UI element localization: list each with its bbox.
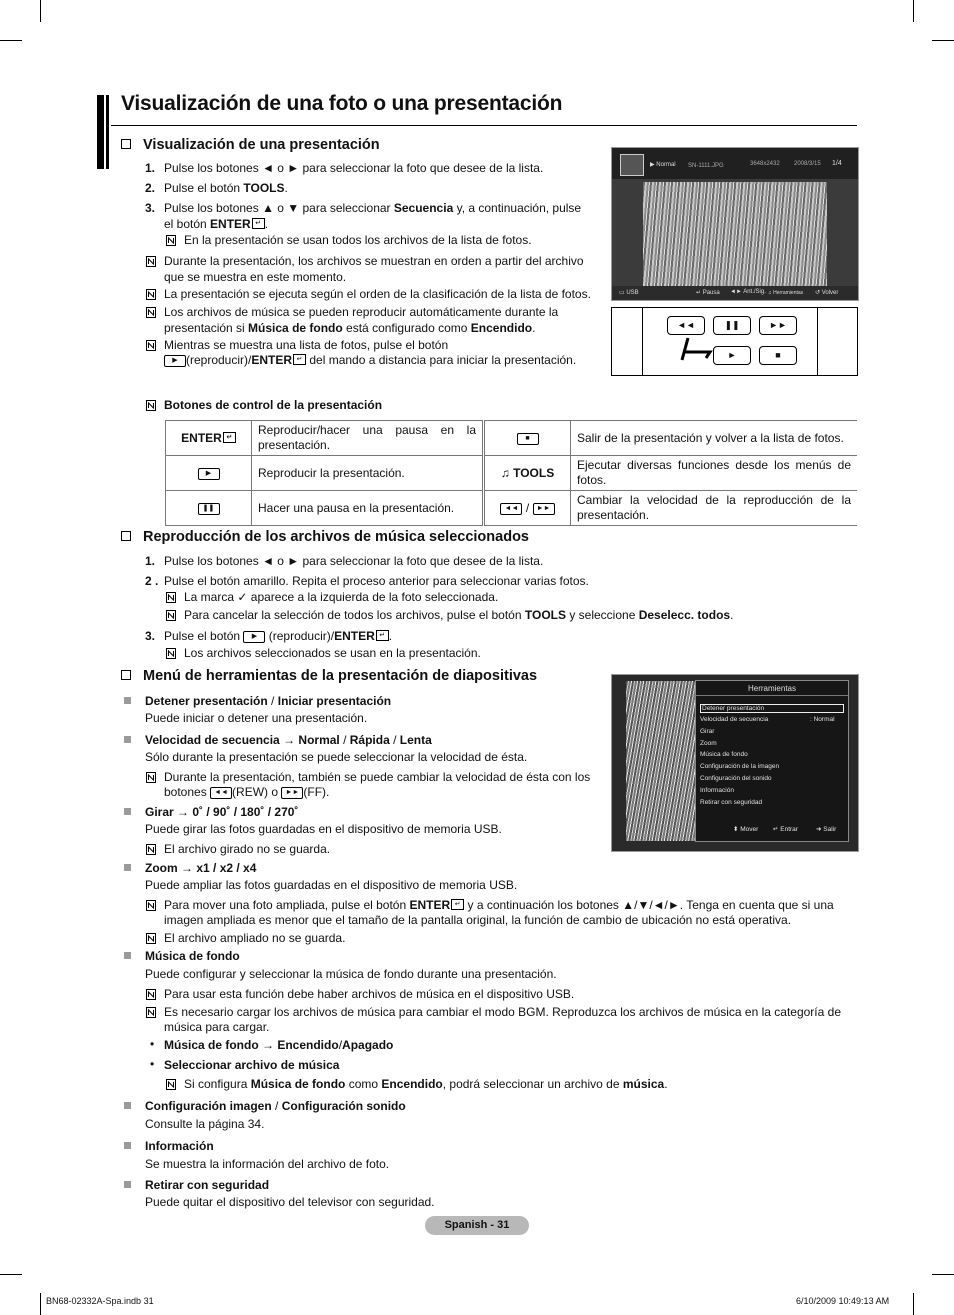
note-icon: [146, 307, 156, 318]
file-name: SN-1111.JPG: [688, 163, 724, 169]
remote-edge: [817, 308, 826, 375]
pause-button-icon: ❚❚: [713, 316, 751, 335]
note-text: En la presentación se usan todos los archivos de la lista de fotos.: [184, 233, 532, 247]
note-text: Durante la presentación, los archivos se muestran en orden a partir del archivo: [164, 254, 584, 268]
square-bullet-icon: [124, 1142, 131, 1149]
square-bullet-icon: [124, 952, 131, 959]
crop-mark: [40, 1293, 41, 1315]
section-heading: Visualización de una presentación: [121, 137, 380, 153]
note-text: El archivo girado no se guarda.: [164, 842, 331, 856]
item-desc: Puede ampliar las fotos guardadas en el dispositivo de memoria USB.: [145, 878, 518, 892]
item-title: Música de fondo: [145, 949, 240, 963]
note-icon: [166, 1079, 176, 1090]
checkmark-icon: ✓: [237, 590, 248, 604]
photo-thumb-icon: [620, 154, 644, 176]
help-bar: [612, 286, 858, 300]
note-text: Los archivos de música se pueden reproducir automáticamente durante la: [164, 305, 559, 319]
step-number: 1.: [145, 161, 156, 175]
menu-title: Herramientas: [747, 684, 796, 693]
item-desc: Puede girar las fotos guardadas en el dispositivo de memoria USB.: [145, 822, 502, 836]
note-icon: [146, 340, 156, 351]
photo-count: 1/4: [832, 160, 842, 167]
item-desc: Puede quitar el dispositivo del televisor con seguridad.: [145, 1195, 435, 1209]
step-text: Pulse los botones ▲ o ▼ para seleccionar Secuencia y, a continuación, pulse: [164, 201, 582, 215]
prevnext-hint: ◄► Ant./Sig.: [730, 289, 766, 295]
ff-icon: ►►: [281, 787, 303, 799]
tools-menu-screenshot: [611, 674, 859, 852]
note-icon: [146, 900, 156, 911]
enter-hint: ↵ Entrar: [773, 826, 798, 833]
crop-mark: [932, 40, 954, 41]
item-desc: Sólo durante la presentación se puede seleccionar la velocidad de ésta.: [145, 750, 528, 764]
square-bullet-icon: [124, 1181, 131, 1188]
note-icon: [146, 844, 156, 855]
print-timestamp: 6/10/2009 10:49:13 AM: [796, 1296, 890, 1306]
play-button-icon: ►: [713, 346, 751, 365]
note-text: presentación si Música de fondo está configurado como Encendido.: [164, 321, 536, 335]
table-key: ♫ TOOLS: [484, 456, 571, 491]
note-text: Durante la presentación, también se puede cambiar la velocidad de ésta con los: [164, 770, 591, 784]
enter-icon: ↵: [376, 630, 389, 641]
rew-icon: ◄◄: [210, 787, 232, 799]
note-icon: [166, 610, 176, 621]
slideshow-screenshot: [611, 147, 859, 301]
menu-item[interactable]: Configuración del sonido: [700, 775, 772, 782]
tools-hint: ♫ Herramientas: [768, 290, 804, 296]
note-text: botones ◄◄ (REW) o ►► (FF).: [164, 785, 330, 799]
item-desc: Consulte la página 34.: [145, 1117, 265, 1131]
table-desc: Salir de la presentación y volver a la lista de fotos.: [571, 421, 858, 456]
note-text: imagen ampliada es menor que el tamaño de la pantalla original, la función de cambio de ubicación no está operativa.: [164, 913, 792, 927]
note-icon: [146, 256, 156, 267]
table-key: [484, 421, 571, 456]
exit-hint: ➜ Salir: [816, 826, 837, 833]
title-rule: [111, 125, 857, 126]
table-desc: Ejecutar diversas funciones desde los menús de fotos.: [571, 456, 858, 491]
menu-item[interactable]: Música de fondo: [700, 751, 748, 758]
hand-pointer-icon: [676, 332, 726, 362]
enter-icon: ↵: [293, 354, 306, 365]
item-title: Retirar con seguridad: [145, 1178, 270, 1192]
note-icon: [146, 289, 156, 300]
table-row: [166, 421, 858, 456]
pause-hint: ↵ Pausa: [696, 290, 720, 296]
item-desc: Puede iniciar o detener una presentación.: [145, 711, 368, 725]
table-row: [166, 491, 858, 526]
sub-item: Música de fondo → Encendido/Apagado: [164, 1038, 394, 1052]
table-desc: Reproducir/hacer una pausa en la presentación.: [252, 421, 484, 456]
mode-label: ▶ Normal: [650, 162, 676, 168]
remote-edge: [634, 308, 643, 375]
crop-mark: [913, 1293, 914, 1315]
step-text: Pulse el botón ▶ (reproducir)/ENTER ↵ .: [164, 629, 393, 643]
item-title: Información: [145, 1139, 214, 1153]
item-title: Detener presentación / Iniciar presentación: [145, 694, 392, 708]
title-accent-bar: [106, 95, 109, 169]
remote-illustration: [611, 307, 858, 376]
menu-item-value: : Normal: [810, 716, 835, 723]
table-key: ENTER ↵: [166, 421, 252, 456]
checkbox-icon: [121, 139, 131, 149]
note-text: que se muestra en este momento.: [164, 270, 347, 284]
note-text: La presentación se ejecuta según el orden de la clasificación de la lista de fotos.: [164, 287, 591, 301]
note-icon: [166, 235, 176, 246]
title-accent-bar: [97, 95, 104, 169]
enter-icon: ↵: [252, 218, 265, 229]
menu-item[interactable]: Girar: [700, 728, 715, 735]
step-number: 3.: [145, 629, 156, 643]
ff-icon: ►►: [533, 503, 555, 515]
table-key: [166, 491, 252, 526]
note-icon: [166, 592, 176, 603]
section-heading: Menú de herramientas de la presentación de diapositivas: [121, 668, 537, 684]
play-icon: ▶: [243, 631, 265, 643]
note-text: Para usar esta función debe haber archivos de música en el dispositivo USB.: [164, 987, 575, 1001]
checkbox-icon: [121, 531, 131, 541]
rew-button-icon: ◄◄: [667, 316, 705, 335]
enter-icon: ↵: [223, 432, 236, 443]
square-bullet-icon: [124, 736, 131, 743]
step-number: 1.: [145, 554, 156, 568]
note-text: Si configura Música de fondo como Encendido, podrá seleccionar un archivo de música.: [184, 1077, 668, 1091]
note-text: Los archivos seleccionados se usan en la presentación.: [184, 646, 481, 660]
controls-table: [165, 420, 857, 526]
page-title: Visualización de una foto o una presentación: [121, 92, 563, 115]
stop-icon: ■: [517, 433, 539, 445]
menu-item[interactable]: Información: [700, 787, 734, 794]
bullet-dot: •: [150, 1037, 155, 1051]
note-icon: [166, 648, 176, 659]
square-bullet-icon: [124, 864, 131, 871]
play-icon: ▶: [198, 468, 220, 480]
note-text: Es necesario cargar los archivos de música para cambiar el modo BGM. Reproduzca los archivos de música en la categoría de: [164, 1005, 841, 1019]
step-number: 3.: [145, 201, 156, 215]
note-icon: [146, 772, 156, 783]
enter-icon: ↵: [451, 899, 464, 910]
item-desc: Puede configurar y seleccionar la música de fondo durante una presentación.: [145, 967, 557, 981]
table-key: ◄◄ / ►►: [484, 491, 571, 526]
table-key: [166, 456, 252, 491]
ff-button-icon: ►►: [759, 316, 797, 335]
date: 2008/3/15: [794, 161, 821, 167]
step-text: el botón ENTER ↵ .: [164, 217, 269, 231]
rew-icon: ◄◄: [500, 503, 522, 515]
step-text: Pulse el botón TOOLS.: [164, 181, 288, 195]
print-file-name: BN68-02332A-Spa.indb 31: [46, 1296, 154, 1306]
pause-icon: ❚❚: [198, 503, 220, 515]
note-icon: [146, 1007, 156, 1018]
menu-item[interactable]: Retirar con seguridad: [700, 799, 763, 806]
sub-item: Seleccionar archivo de música: [164, 1058, 340, 1072]
note-text: música para cargar.: [164, 1020, 270, 1034]
section-heading: Reproducción de los archivos de música seleccionados: [121, 529, 529, 545]
table-row: [166, 456, 858, 491]
note-icon: [146, 989, 156, 1000]
menu-item[interactable]: Configuración de la imagen: [700, 763, 780, 770]
note-text: ▶ (reproducir)/ENTER ↵ del mando a distancia para iniciar la presentación.: [164, 352, 576, 368]
table-desc: Cambiar la velocidad de la reproducción de la presentación.: [571, 491, 858, 526]
crop-mark: [0, 1274, 22, 1275]
note-text: La marca ✓ aparece a la izquierda de la foto seleccionada.: [184, 590, 499, 604]
note-text: Para mover una foto ampliada, pulse el botón ENTER ↵ y a continuación los botones ▲/▼/◄/►. Tenga en cuenta que si una: [164, 898, 834, 912]
bullet-dot: •: [150, 1057, 155, 1071]
photo-image: [626, 681, 706, 841]
note-text: Mientras se muestra una lista de fotos, pulse el botón: [164, 338, 449, 352]
menu-divider: [696, 695, 848, 696]
note-icon: [146, 933, 156, 944]
item-title: Configuración imagen / Configuración sonido: [145, 1099, 406, 1113]
step-text: Pulse el botón amarillo. Repita el proceso anterior para seleccionar varias fotos.: [164, 574, 589, 588]
crop-mark: [40, 0, 41, 22]
menu-item[interactable]: Detener presentación: [700, 704, 844, 713]
controls-label: Botones de control de la presentación: [164, 398, 383, 412]
tools-menu: [695, 680, 849, 842]
square-bullet-icon: [124, 808, 131, 815]
item-title: Girar → 0˚ / 90˚ / 180˚ / 270˚: [145, 805, 299, 819]
resolution: 3648x2432: [750, 161, 780, 167]
photo-image: [643, 182, 827, 286]
usb-label: ▭ USB: [619, 290, 639, 296]
step-number: 2.: [145, 181, 156, 195]
crop-mark: [913, 0, 914, 22]
crop-mark: [932, 1274, 954, 1275]
move-hint: ⬍ Mover: [733, 826, 759, 833]
step-text: Pulse los botones ◄ o ► para seleccionar la foto que desee de la lista.: [164, 161, 544, 175]
item-title: Zoom → x1 / x2 / x4: [145, 861, 257, 875]
square-bullet-icon: [124, 697, 131, 704]
item-desc: Se muestra la información del archivo de foto.: [145, 1157, 390, 1171]
note-text: Para cancelar la selección de todos los archivos, pulse el botón TOOLS y seleccione Deselecc. todos.: [184, 608, 734, 622]
stop-button-icon: ■: [759, 346, 797, 365]
note-text: El archivo ampliado no se guarda.: [164, 931, 346, 945]
table-desc: Hacer una pausa en la presentación.: [252, 491, 484, 526]
item-title: Velocidad de secuencia → Normal / Rápida / Lenta: [145, 733, 432, 747]
square-bullet-icon: [124, 1102, 131, 1109]
back-hint: ↺ Volver: [815, 290, 839, 296]
menu-item[interactable]: Velocidad de secuencia: [700, 716, 769, 723]
page-number-badge: Spanish - 31: [425, 1216, 529, 1235]
play-icon: ▶: [164, 355, 186, 367]
menu-item[interactable]: Zoom: [700, 740, 717, 747]
info-bar: [612, 148, 858, 179]
tools-icon: ♫: [500, 466, 514, 480]
step-number: 2 .: [145, 574, 159, 588]
table-desc: Reproducir la presentación.: [252, 456, 484, 491]
note-icon: [146, 400, 156, 411]
checkbox-icon: [121, 670, 131, 680]
crop-mark: [0, 40, 22, 41]
step-text: Pulse los botones ◄ o ► para seleccionar la foto que desee de la lista.: [164, 554, 544, 568]
